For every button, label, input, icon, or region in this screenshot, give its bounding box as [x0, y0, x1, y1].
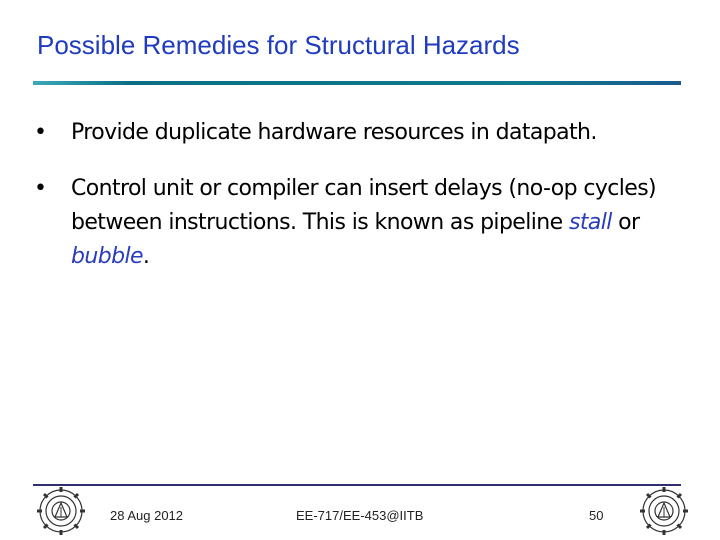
footer-date: 28 Aug 2012 [110, 508, 184, 523]
bullet-text-end: . [142, 244, 150, 269]
title-underline [33, 81, 681, 85]
footer-divider [33, 484, 681, 486]
bullet-marker: • [34, 120, 47, 145]
footer-course: EE-717/EE-453@IITB [296, 508, 424, 523]
slide-title: Possible Remedies for Structural Hazards [37, 30, 520, 60]
emphasis-bubble: bubble [71, 244, 143, 269]
bullet-marker: • [34, 176, 47, 201]
bullet-text: Control unit or compiler can insert delays (no-op cycles) between instructions. This is known as pipeline [71, 176, 657, 235]
bullet-list [34, 116, 684, 296]
footer-page-number: 50 [589, 508, 604, 523]
emphasis-stall: stall [568, 210, 612, 235]
bullet-text: Provide duplicate hardware resources in datapath. [71, 120, 597, 145]
bullet-text-between: or [611, 210, 640, 235]
bullet-item [34, 172, 684, 274]
bullet-item [34, 116, 684, 150]
iitb-seal-icon [640, 487, 688, 535]
iitb-seal-icon [37, 487, 85, 535]
